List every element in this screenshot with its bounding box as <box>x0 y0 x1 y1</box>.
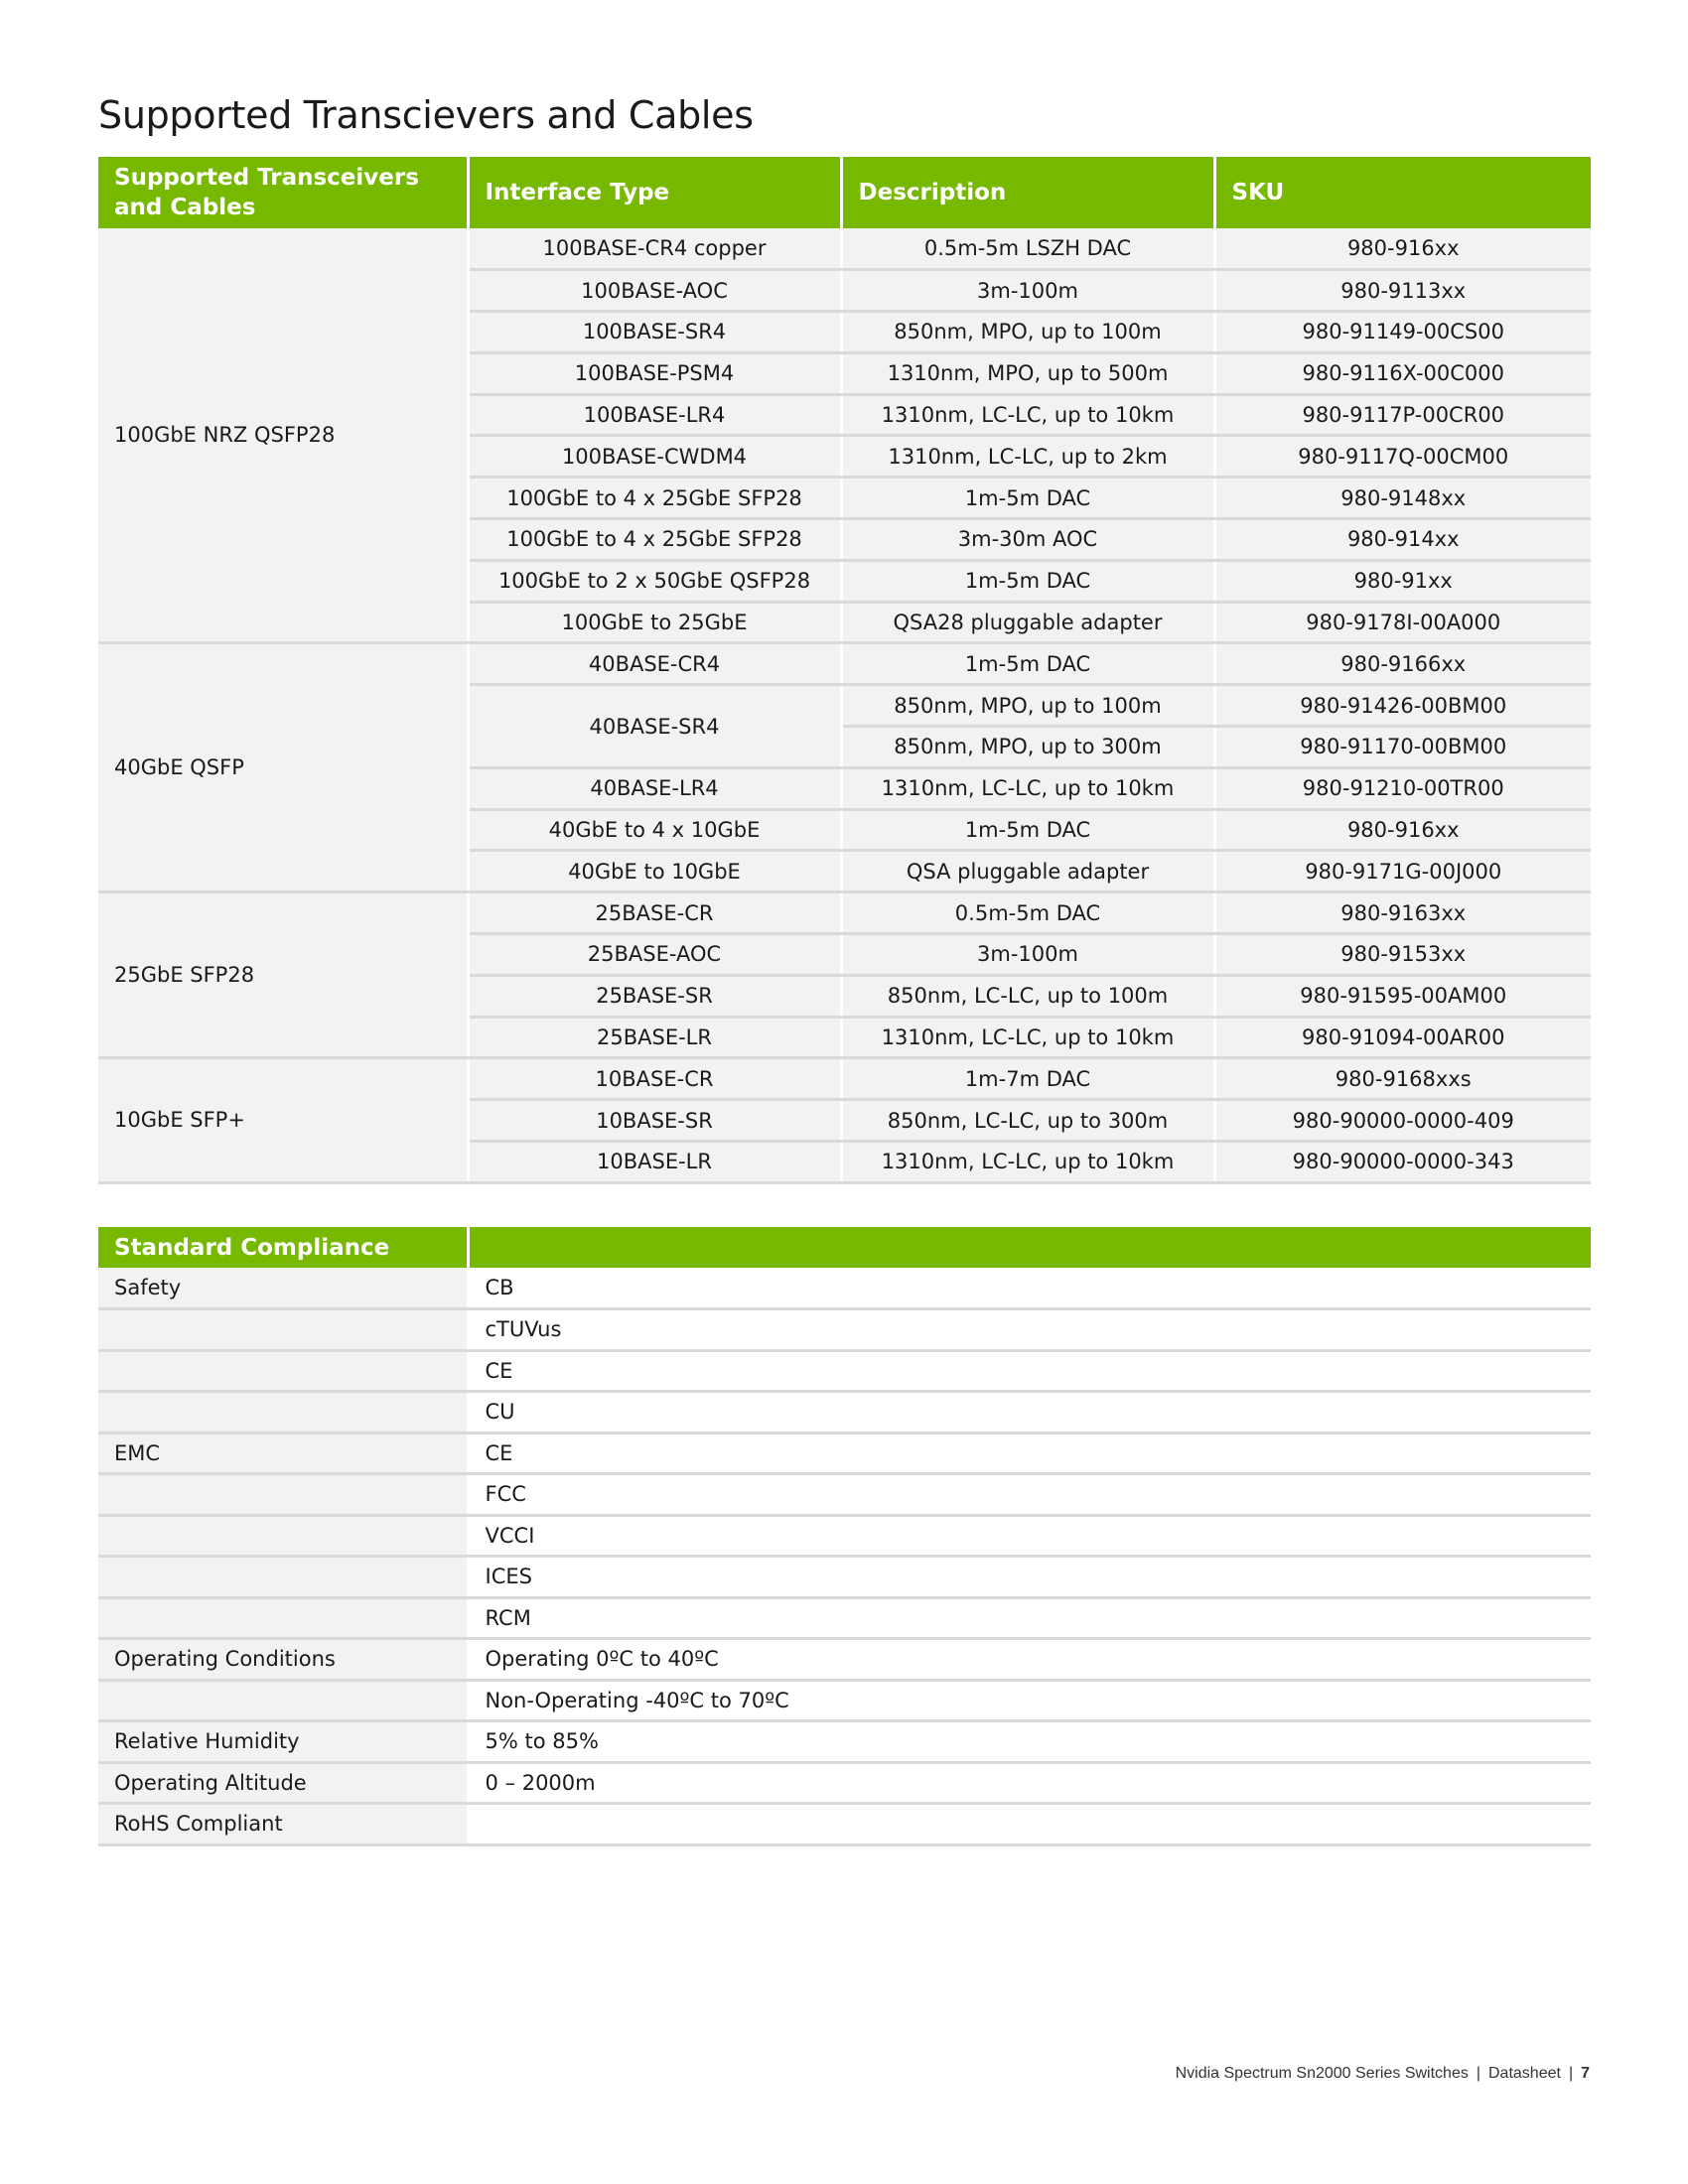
group-label: 10GbE SFP+ <box>98 1058 468 1182</box>
sku-cell: 980-9117Q-00CM00 <box>1214 436 1591 478</box>
sku-cell: 980-9148xx <box>1214 478 1591 519</box>
description-cell: 1310nm, MPO, up to 500m <box>841 352 1214 394</box>
interface-type-cell: 100GbE to 2 x 50GbE QSFP28 <box>468 560 841 602</box>
page-footer <box>1176 2065 1590 2083</box>
description-cell: 850nm, MPO, up to 100m <box>841 312 1214 353</box>
description-cell: 1m-5m DAC <box>841 478 1214 519</box>
header-blank <box>468 1227 1591 1268</box>
description-cell: 850nm, MPO, up to 100m <box>841 685 1214 727</box>
sku-cell: 980-91xx <box>1214 560 1591 602</box>
table-row <box>98 1433 1591 1474</box>
interface-type-cell: 10BASE-CR <box>468 1058 841 1100</box>
sku-cell: 980-91149-00CS00 <box>1214 312 1591 353</box>
description-cell: 1m-7m DAC <box>841 1058 1214 1100</box>
description-cell: 850nm, LC-LC, up to 100m <box>841 975 1214 1017</box>
compliance-key-cell <box>98 1557 468 1598</box>
table-row <box>98 892 1591 934</box>
table-row <box>98 1350 1591 1392</box>
sku-cell: 980-91595-00AM00 <box>1214 975 1591 1017</box>
compliance-key-cell <box>98 1309 468 1351</box>
description-cell: 3m-100m <box>841 934 1214 976</box>
interface-type-cell: 100GbE to 4 x 25GbE SFP28 <box>468 519 841 561</box>
compliance-value-cell: CE <box>468 1433 1591 1474</box>
sku-cell: 980-9166xx <box>1214 643 1591 685</box>
compliance-key-cell: Operating Conditions <box>98 1639 468 1681</box>
table-row <box>98 1597 1591 1639</box>
table-row <box>98 1762 1591 1804</box>
compliance-value-cell: Operating 0ºC to 40ºC <box>468 1639 1591 1681</box>
interface-type-cell: 25BASE-SR <box>468 975 841 1017</box>
footer-doc-title: Nvidia Spectrum Sn2000 Series Switches <box>1175 2065 1469 2082</box>
sku-cell: 980-9113xx <box>1214 270 1591 312</box>
description-cell: 1310nm, LC-LC, up to 2km <box>841 436 1214 478</box>
interface-type-cell: 10BASE-SR <box>468 1100 841 1142</box>
sku-cell: 980-91170-00BM00 <box>1214 727 1591 768</box>
compliance-key-cell <box>98 1515 468 1557</box>
sku-cell: 980-914xx <box>1214 519 1591 561</box>
footer-separator: | <box>1568 2065 1574 2082</box>
compliance-value-cell <box>468 1804 1591 1845</box>
table-row <box>98 1721 1591 1763</box>
interface-type-cell: 25BASE-AOC <box>468 934 841 976</box>
table-row <box>98 1639 1591 1681</box>
description-cell: 3m-100m <box>841 270 1214 312</box>
compliance-table <box>98 1227 1591 1846</box>
description-cell: QSA pluggable adapter <box>841 851 1214 892</box>
header-interface-type: Interface Type <box>468 157 841 228</box>
compliance-value-cell: CB <box>468 1268 1591 1309</box>
table-row <box>98 1804 1591 1845</box>
sku-cell: 980-916xx <box>1214 228 1591 270</box>
interface-type-cell: 40GbE to 10GbE <box>468 851 841 892</box>
interface-type-cell: 100BASE-LR4 <box>468 394 841 436</box>
sku-cell: 980-9116X-00C000 <box>1214 352 1591 394</box>
compliance-key-cell: Operating Altitude <box>98 1762 468 1804</box>
description-cell: 1m-5m DAC <box>841 560 1214 602</box>
compliance-key-cell <box>98 1350 468 1392</box>
interface-type-cell: 100BASE-SR4 <box>468 312 841 353</box>
transceivers-table <box>98 157 1591 1184</box>
description-cell: 3m-30m AOC <box>841 519 1214 561</box>
sku-cell: 980-9171G-00J000 <box>1214 851 1591 892</box>
description-cell: 1m-5m DAC <box>841 809 1214 851</box>
header-description: Description <box>841 157 1214 228</box>
table-row <box>98 1309 1591 1351</box>
table-row <box>98 1515 1591 1557</box>
table-row <box>98 1557 1591 1598</box>
interface-type-cell: 40BASE-SR4 <box>468 685 841 768</box>
compliance-key-cell: Relative Humidity <box>98 1721 468 1763</box>
description-cell: 1310nm, LC-LC, up to 10km <box>841 1142 1214 1183</box>
header-supported: Supported Transceivers and Cables <box>98 157 468 228</box>
compliance-value-cell: 5% to 85% <box>468 1721 1591 1763</box>
sku-cell: 980-9163xx <box>1214 892 1591 934</box>
interface-type-cell: 10BASE-LR <box>468 1142 841 1183</box>
table-row <box>98 1680 1591 1721</box>
compliance-value-cell: VCCI <box>468 1515 1591 1557</box>
page-title: Supported Transcievers and Cables <box>98 93 754 137</box>
table-row <box>98 643 1591 685</box>
description-cell: 850nm, MPO, up to 300m <box>841 727 1214 768</box>
interface-type-cell: 100BASE-CWDM4 <box>468 436 841 478</box>
compliance-value-cell: CU <box>468 1392 1591 1433</box>
sku-cell: 980-9117P-00CR00 <box>1214 394 1591 436</box>
interface-type-cell: 100BASE-AOC <box>468 270 841 312</box>
compliance-value-cell: ICES <box>468 1557 1591 1598</box>
compliance-value-cell: CE <box>468 1350 1591 1392</box>
description-cell: 0.5m-5m LSZH DAC <box>841 228 1214 270</box>
description-cell: 0.5m-5m DAC <box>841 892 1214 934</box>
description-cell: QSA28 pluggable adapter <box>841 602 1214 643</box>
sku-cell: 980-90000-0000-343 <box>1214 1142 1591 1183</box>
interface-type-cell: 100GbE to 4 x 25GbE SFP28 <box>468 478 841 519</box>
table-row <box>98 1474 1591 1516</box>
sku-cell: 980-9178I-00A000 <box>1214 602 1591 643</box>
table-row <box>98 1058 1591 1100</box>
compliance-key-cell: EMC <box>98 1433 468 1474</box>
group-label: 100GbE NRZ QSFP28 <box>98 228 468 643</box>
compliance-key-cell: RoHS Compliant <box>98 1804 468 1845</box>
interface-type-cell: 40GbE to 4 x 10GbE <box>468 809 841 851</box>
interface-type-cell: 100GbE to 25GbE <box>468 602 841 643</box>
sku-cell: 980-916xx <box>1214 809 1591 851</box>
description-cell: 850nm, LC-LC, up to 300m <box>841 1100 1214 1142</box>
footer-separator: | <box>1476 2065 1480 2082</box>
compliance-value-cell: Non-Operating -40ºC to 70ºC <box>468 1680 1591 1721</box>
compliance-key-cell <box>98 1474 468 1516</box>
compliance-key-cell: Safety <box>98 1268 468 1309</box>
sku-cell: 980-9168xxs <box>1214 1058 1591 1100</box>
table-row <box>98 1268 1591 1309</box>
footer-page-number: 7 <box>1581 2065 1590 2082</box>
footer-doc-type: Datasheet <box>1488 2065 1561 2082</box>
interface-type-cell: 40BASE-CR4 <box>468 643 841 685</box>
description-cell: 1m-5m DAC <box>841 643 1214 685</box>
description-cell: 1310nm, LC-LC, up to 10km <box>841 1017 1214 1058</box>
header-sku: SKU <box>1214 157 1591 228</box>
group-label: 25GbE SFP28 <box>98 892 468 1058</box>
group-label: 40GbE QSFP <box>98 643 468 892</box>
sku-cell: 980-91094-00AR00 <box>1214 1017 1591 1058</box>
compliance-key-cell <box>98 1680 468 1721</box>
compliance-value-cell: FCC <box>468 1474 1591 1516</box>
header-standard-compliance: Standard Compliance <box>98 1227 468 1268</box>
sku-cell: 980-91426-00BM00 <box>1214 685 1591 727</box>
table-row <box>98 228 1591 270</box>
sku-cell: 980-9153xx <box>1214 934 1591 976</box>
table-row <box>98 1392 1591 1433</box>
compliance-key-cell <box>98 1392 468 1433</box>
sku-cell: 980-90000-0000-409 <box>1214 1100 1591 1142</box>
interface-type-cell: 40BASE-LR4 <box>468 767 841 809</box>
compliance-key-cell <box>98 1597 468 1639</box>
description-cell: 1310nm, LC-LC, up to 10km <box>841 767 1214 809</box>
interface-type-cell: 100BASE-CR4 copper <box>468 228 841 270</box>
description-cell: 1310nm, LC-LC, up to 10km <box>841 394 1214 436</box>
table-header-row <box>98 157 1591 228</box>
sku-cell: 980-91210-00TR00 <box>1214 767 1591 809</box>
table-header-row <box>98 1227 1591 1268</box>
compliance-value-cell: 0 – 2000m <box>468 1762 1591 1804</box>
interface-type-cell: 100BASE-PSM4 <box>468 352 841 394</box>
interface-type-cell: 25BASE-LR <box>468 1017 841 1058</box>
interface-type-cell: 25BASE-CR <box>468 892 841 934</box>
compliance-value-cell: cTUVus <box>468 1309 1591 1351</box>
compliance-value-cell: RCM <box>468 1597 1591 1639</box>
